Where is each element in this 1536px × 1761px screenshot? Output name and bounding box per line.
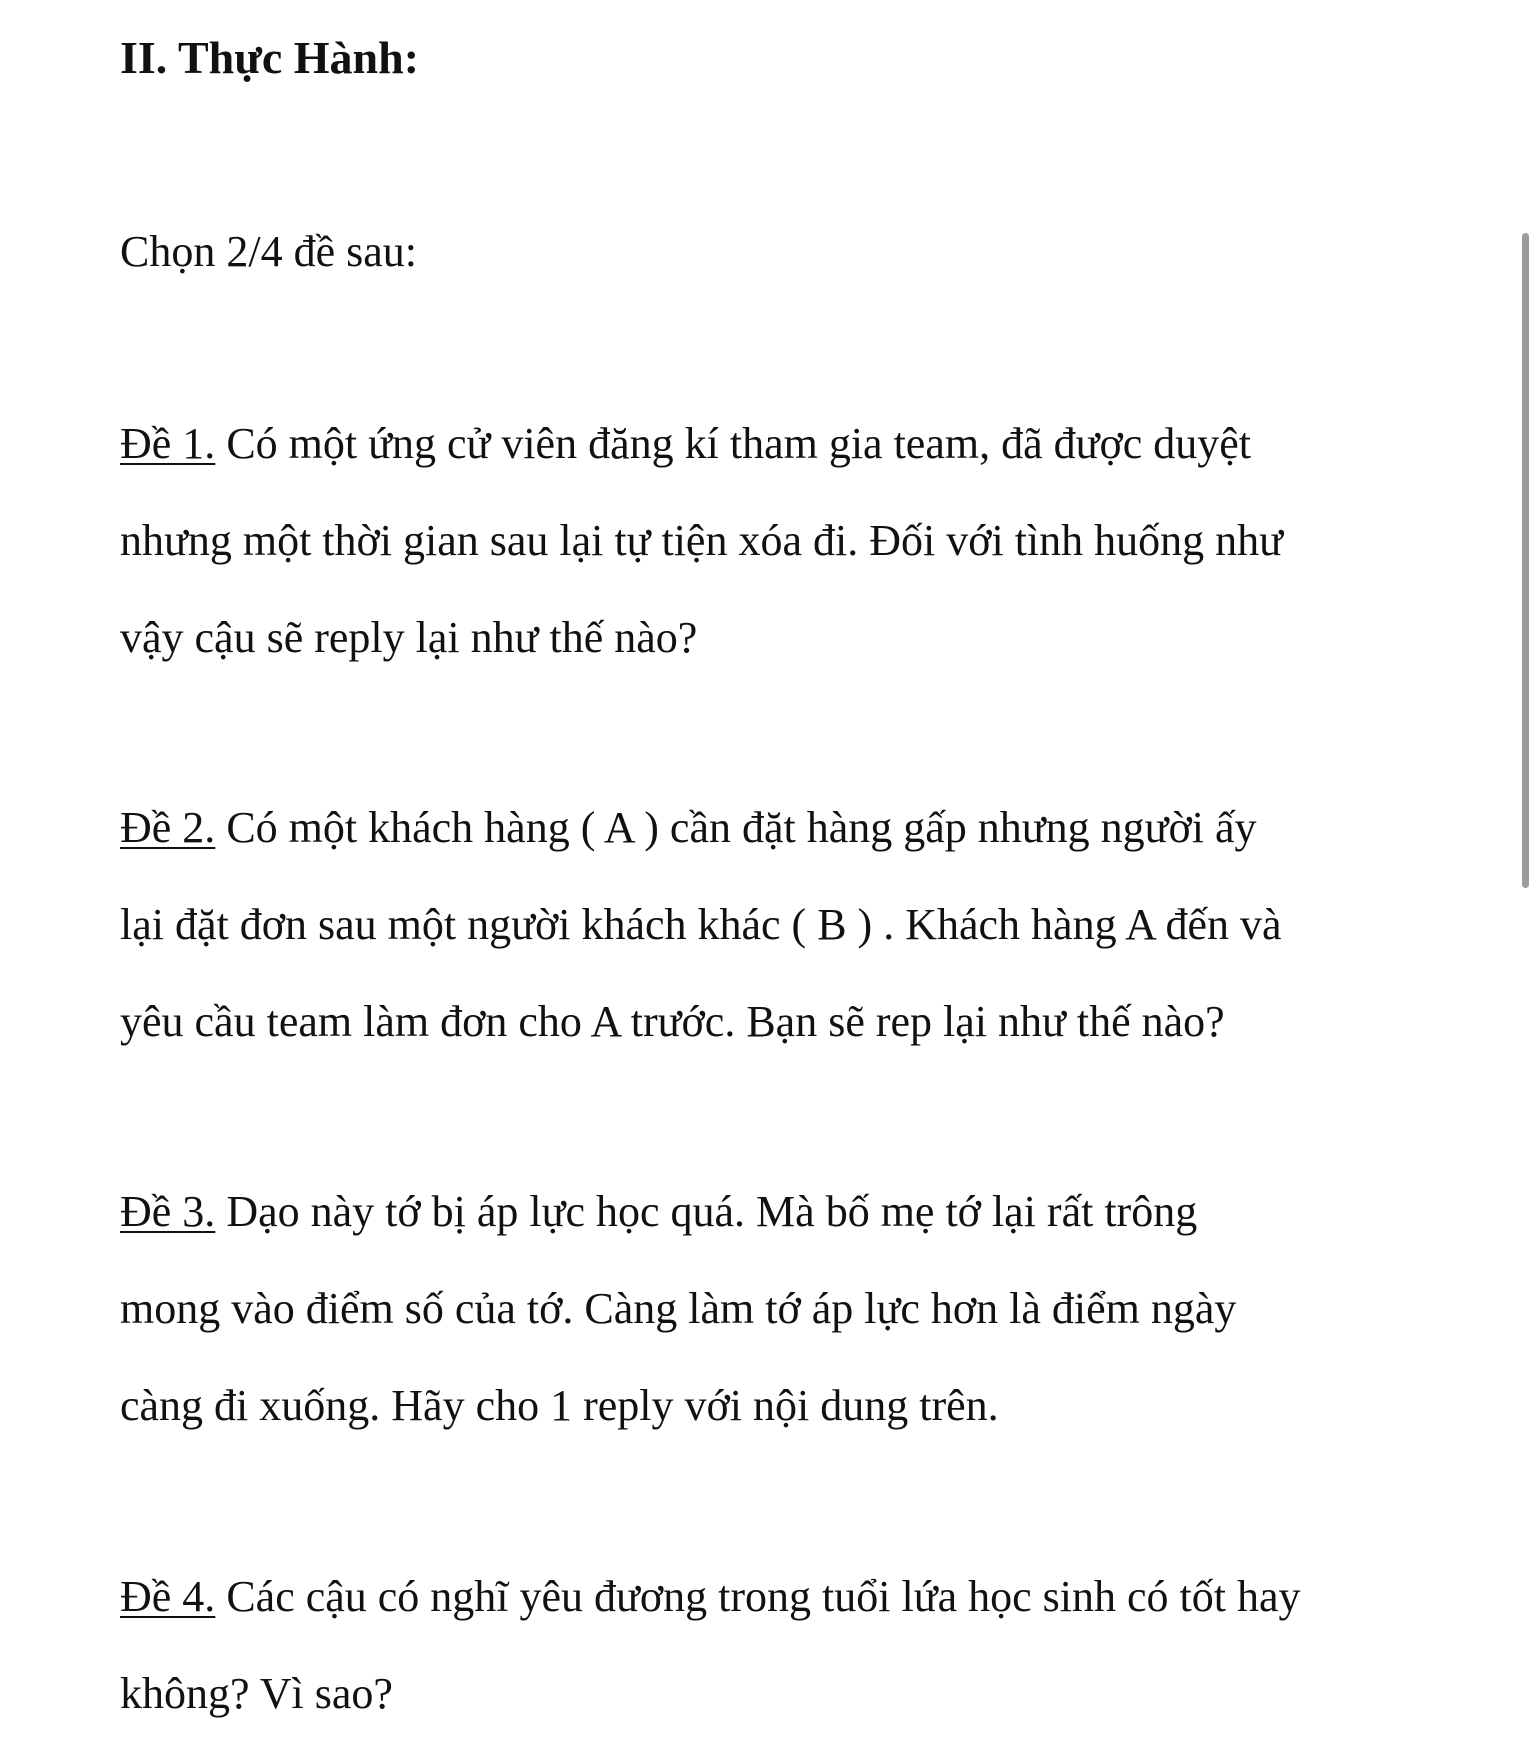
- topic-3-line-3: càng đi xuống. Hãy cho 1 reply với nội dung trên.: [120, 1381, 999, 1430]
- topic-4-label: Đề 4.: [120, 1572, 216, 1621]
- topic-4-line-2: không? Vì sao?: [120, 1669, 393, 1718]
- topic-1: [120, 414, 1420, 705]
- instruction-text: Chọn 2/4 đề sau:: [120, 227, 417, 276]
- topic-1-line-2: nhưng một thời gian sau lại tự tiện xóa đi. Đối với tình huống như: [120, 516, 1283, 565]
- topic-1-line-3: vậy cậu sẽ reply lại như thế nào?: [120, 613, 698, 662]
- topic-1-line-1: [120, 414, 1420, 511]
- topic-4-line-1: [120, 1567, 1420, 1664]
- topic-4: [120, 1567, 1420, 1761]
- topic-3-line-2: mong vào điểm số của tớ. Càng làm tớ áp lực hơn là điểm ngày: [120, 1284, 1237, 1333]
- topic-2-text-1: Có một khách hàng ( A ) cần đặt hàng gấp nhưng người ấy: [215, 803, 1257, 852]
- topic-3-label: Đề 3.: [120, 1187, 216, 1236]
- topic-2-label: Đề 2.: [120, 803, 216, 852]
- topic-2: [120, 798, 1420, 1089]
- topic-1-text-1: Có một ứng cử viên đăng kí tham gia team, đã được duyệt: [215, 419, 1252, 468]
- topic-2-line-3: yêu cầu team làm đơn cho A trước. Bạn sẽ rep lại như thế nào?: [120, 997, 1225, 1046]
- vertical-scrollbar[interactable]: [1522, 233, 1529, 888]
- topic-3-text-1: Dạo này tớ bị áp lực học quá. Mà bố mẹ tớ lại rất trông: [215, 1187, 1198, 1236]
- topic-2-line-2: lại đặt đơn sau một người khách khác ( B ) . Khách hàng A đến và: [120, 900, 1282, 949]
- topic-4-text-1: Các cậu có nghĩ yêu đương trong tuổi lứa học sinh có tốt hay: [215, 1572, 1301, 1621]
- topic-3-line-1: [120, 1182, 1420, 1279]
- topic-2-line-1: [120, 798, 1420, 895]
- topic-1-label: Đề 1.: [120, 419, 216, 468]
- topic-3: [120, 1182, 1420, 1473]
- section-heading: II. Thực Hành:: [120, 32, 420, 83]
